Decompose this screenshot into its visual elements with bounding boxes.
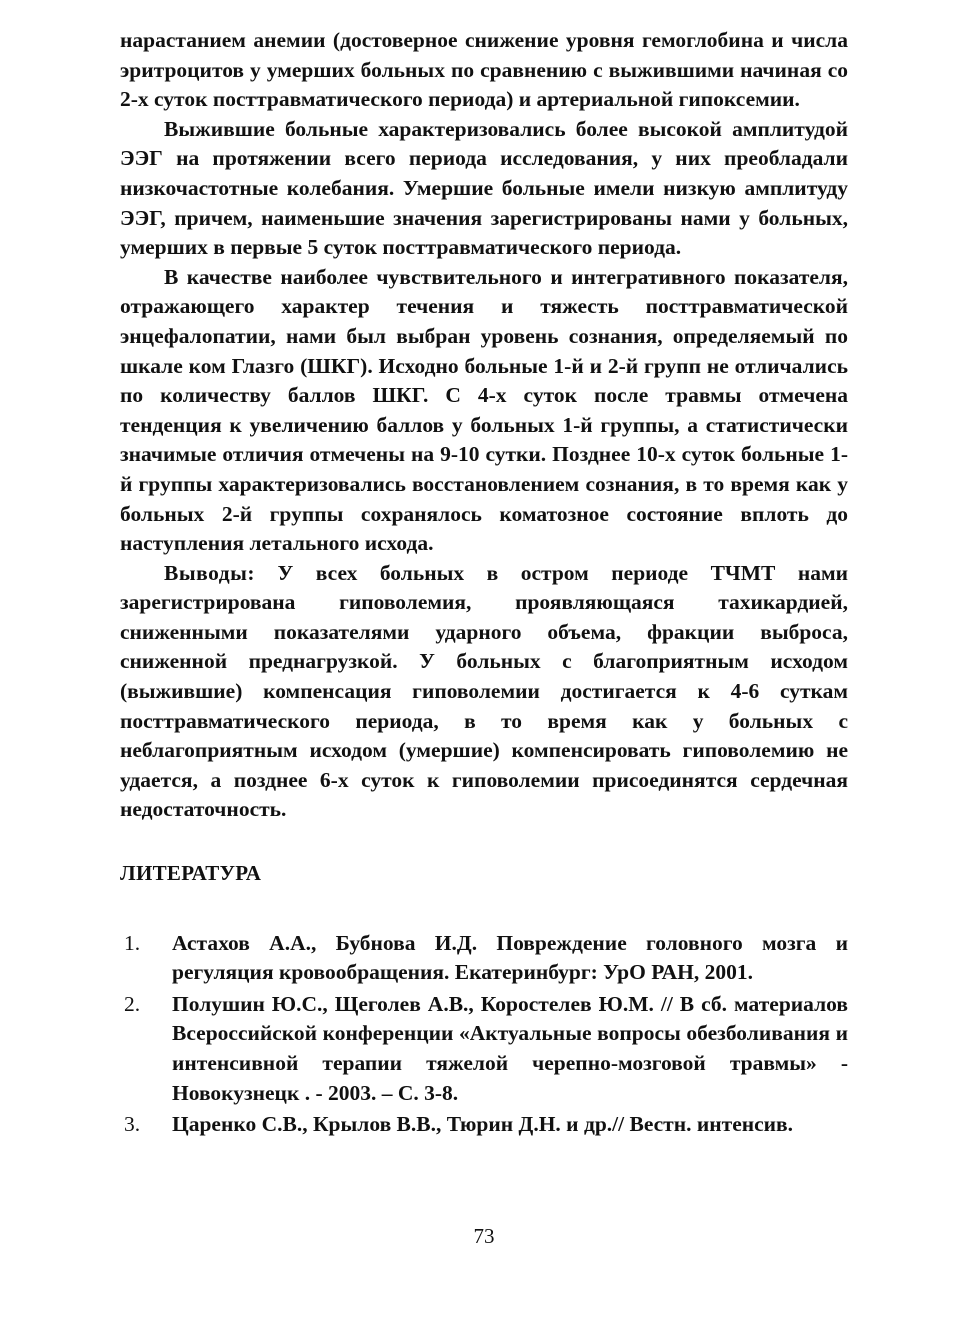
conclusions-text: У всех больных в остром периоде ТЧМТ нами зарегистрирована гиповолемия, проявляющаяся тахикардией, сниженными показателями ударного объема, фракции выброса, сниженной преднагрузкой. У больных с благоприятным исходом (выжившие) компенсация гиповолемии достигается к 4-6 суткам посттравматического периода, в то время как у больных с неблагоприятным исходом (умершие) компенсировать гиповолемию не удается, а позднее 6-х суток к гиповолемии присоединятся сердечная недостаточность. xyxy=(120,560,848,822)
reference-item xyxy=(120,1110,848,1140)
page-number: 73 xyxy=(473,1224,495,1248)
reference-text: Царенко С.В., Крылов В.В., Тюрин Д.Н. и др.// Вестн. интенсив. xyxy=(172,1112,794,1137)
paragraph-consciousness-level: В качестве наиболее чувствительного и интегративного показателя, отражающего характер течения и тяжесть посттравматической энцефалопатии, нами был выбран уровень сознания, определяемый по шкале ком Глазго (ШКГ). Исходно больные 1-й и 2-й групп не отличались по количеству баллов ШКГ. С 4-х суток после травмы отмечена тенденция к увеличению баллов у больных 1-й группы, а статистически значимые отличия отмечены на 9-10 сутки. Позднее 10-х суток больные 1-й группы характеризовались восстановлением сознания, в то время как у больных 2-й группы сохранялось коматозное состояние вплоть до наступления летального исхода. xyxy=(120,264,848,556)
reference-item xyxy=(120,929,848,988)
paragraph-continuation: нарастанием анемии (достоверное снижение уровня гемоглобина и числа эритроцитов у умерших больных по сравнению с выжившими начиная со 2-х суток посттравматического периода) и артериальной гипоксемии. xyxy=(120,28,848,112)
references-heading: ЛИТЕРАТУРА xyxy=(120,861,262,886)
reference-item xyxy=(120,990,848,1108)
page-body xyxy=(120,26,848,1142)
reference-number: 2. xyxy=(124,991,141,1016)
reference-text: Полушин Ю.С., Щеголев А.В., Коростелев Ю.М. // В сб. материалов Всероссийской конференции «Актуальные вопросы обезболивания и интенсивной терапии тяжелой черепно-мозговой травмы» - Новокузнецк . - 2003. – С. 3-8. xyxy=(172,991,848,1105)
references-list xyxy=(120,929,848,1140)
paragraph-eeg-results: Выжившие больные характеризовались более высокой амплитудой ЭЭГ на протяжении всего периода исследования, у них преобладали низкочастотные колебания. Умершие больные имели низкую амплитуду ЭЭГ, причем, наименьшие значения зарегистрированы нами у больных, умерших в первые 5 суток посттравматического периода. xyxy=(120,116,848,260)
reference-number: 1. xyxy=(124,930,141,955)
reference-number: 3. xyxy=(124,1112,141,1137)
paragraph-conclusions xyxy=(120,559,848,825)
reference-text: Астахов А.А., Бубнова И.Д. Повреждение головного мозга и регуляция кровообращения. Екатеринбург: УрО РАН, 2001. xyxy=(172,930,848,985)
conclusions-label: Выводы: xyxy=(164,560,256,585)
